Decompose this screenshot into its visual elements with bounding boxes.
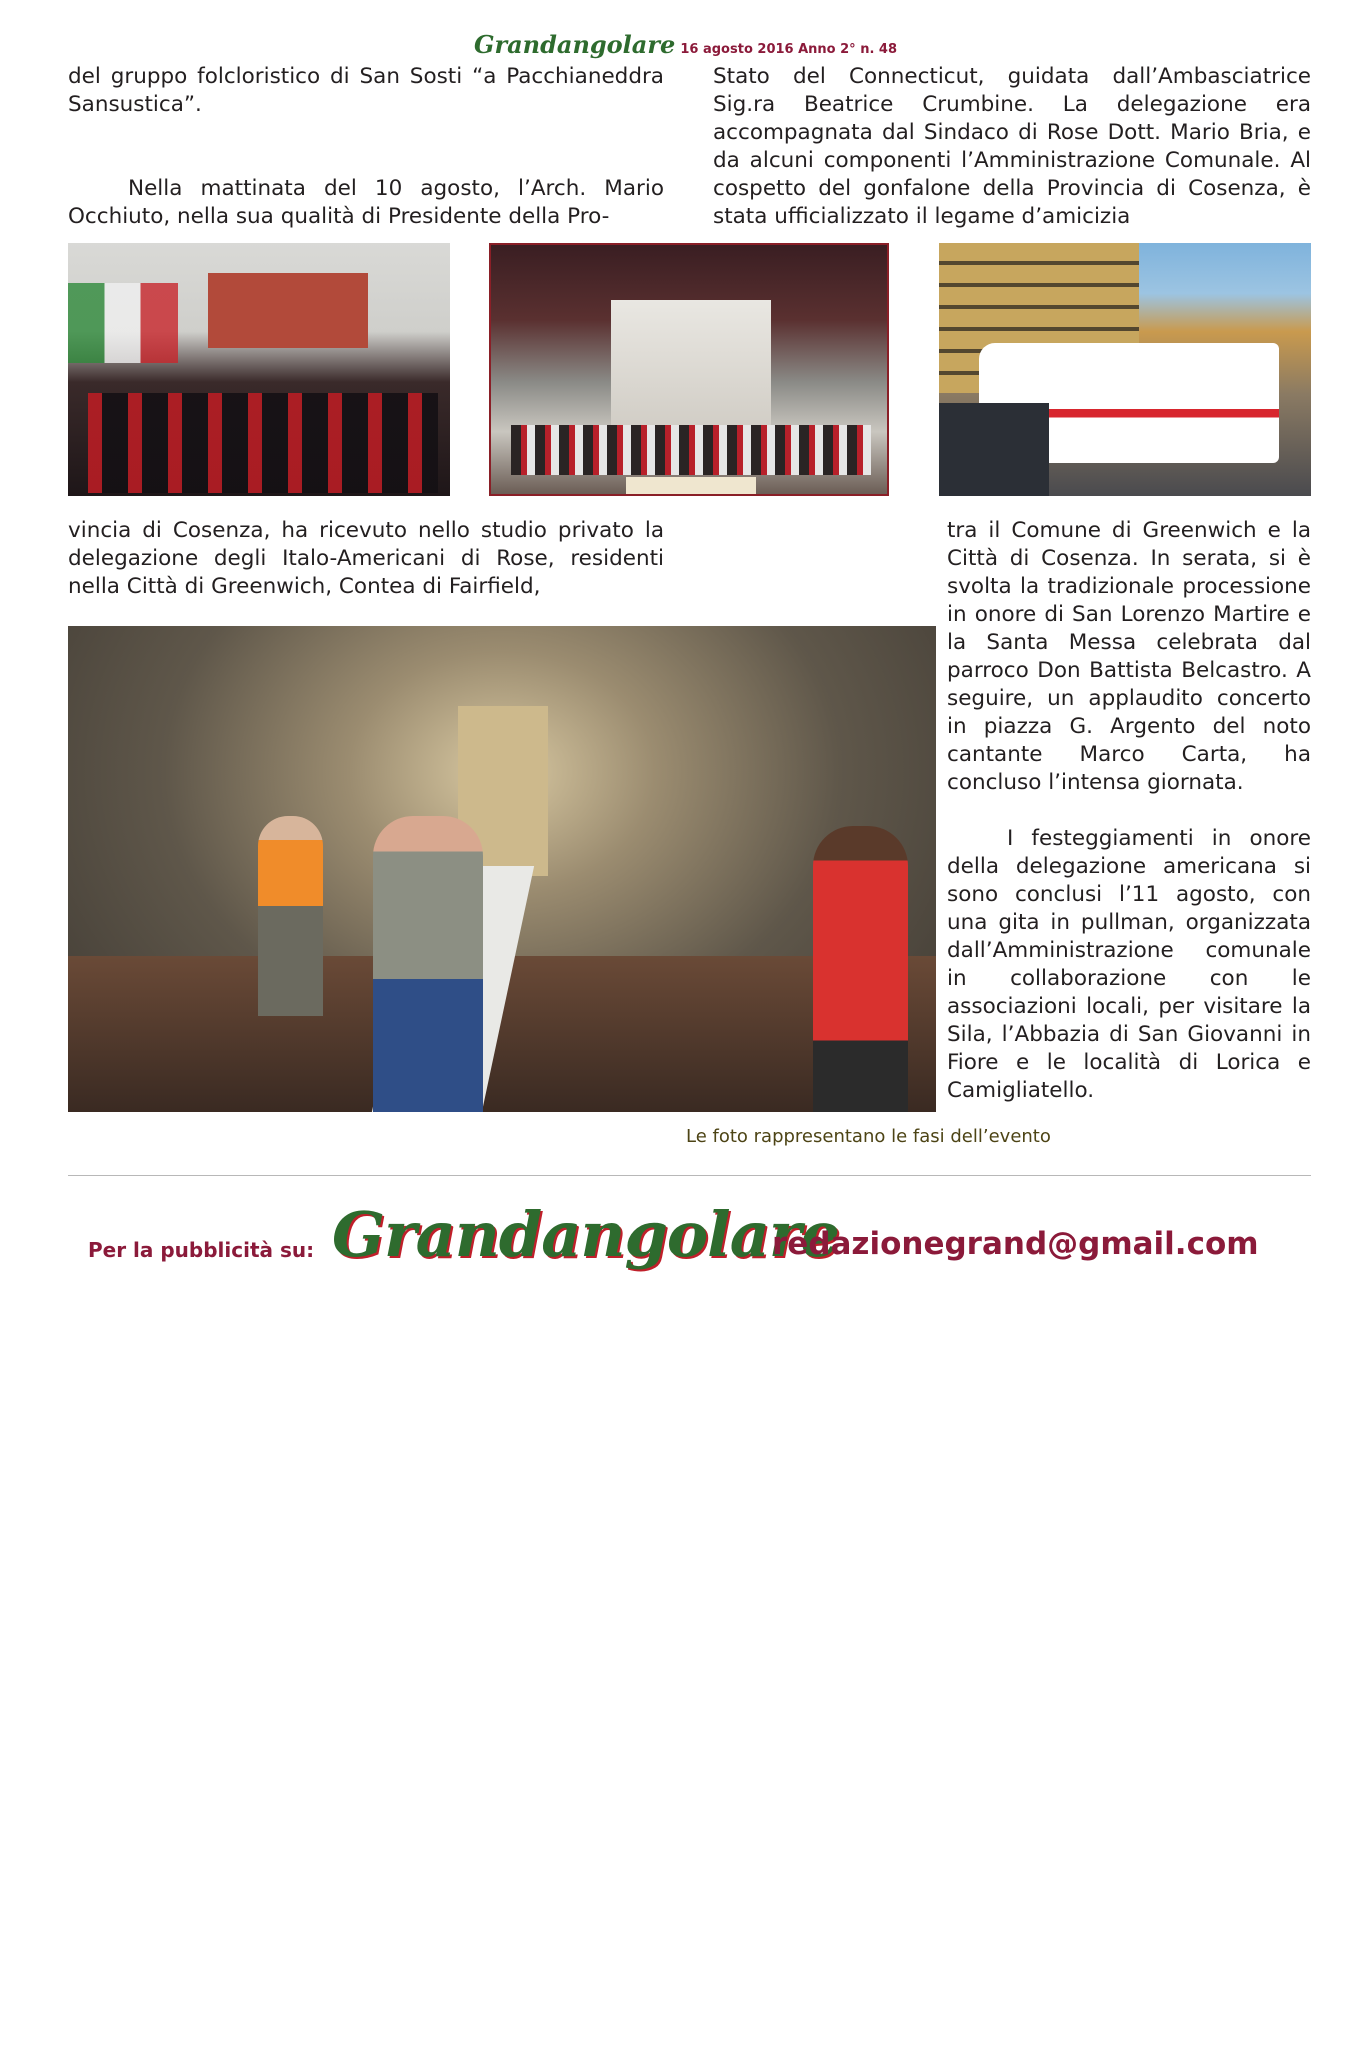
article-column-mid-left: [68, 517, 664, 601]
band-photo: [68, 243, 450, 496]
photo-caption: Le foto rappresentano le fasi dell’evento: [686, 1126, 1051, 1147]
contact-email: redazionegrand@gmail.com: [772, 1226, 1259, 1262]
masthead: Grandangolare: [473, 30, 676, 59]
ad-label: Per la pubblicità su:: [88, 1238, 315, 1262]
article-paragraph: I festeggiamenti in onore della delegazione americana si sono conclusi l’11 agosto, con una gita in pullman, organizzata dall’Amministrazione comunale in collaborazione con le associazioni locali, per visitare la Sila, l’Abbazia di San Giovanni in Fiore e le località di Lorica e Camigliatello.: [947, 826, 1311, 1103]
article-paragraph: vincia di Cosenza, ha ricevuto nello studio privato la delegazione degli Italo-Americani di Rose, residenti nella Città di Greenwich, Contea di Fairfield,: [68, 518, 664, 599]
issue-info: 16 agosto 2016 Anno 2° n. 48: [680, 42, 898, 57]
cosenza-bus-photo: [939, 243, 1311, 496]
grandangolare-logo: Grandangolare: [332, 1198, 840, 1271]
church-interior-photo: [68, 626, 936, 1112]
article-column-top-right: [713, 63, 1311, 231]
article-paragraph: Nella mattinata del 10 agosto, l’Arch. Mario Occhiuto, nella sua qualità di Presidente della Pro-: [68, 176, 664, 229]
article-column-top-left: [68, 63, 664, 231]
article-paragraph: del gruppo folcloristico di San Sosti “a Pacchianeddra Sansustica”.: [68, 64, 664, 117]
divider: [68, 1175, 1311, 1176]
article-paragraph: tra il Comune di Greenwich e la Città di Cosenza. In serata, si è svolta la tradizionale processione in onore di San Lorenzo Martire e la Santa Messa celebrata dal parroco Don Battista Belcastro. A seguire, un applaudito concerto in piazza G. Argento del noto cantante Marco Carta, ha concluso l’intensa giornata.: [947, 518, 1311, 795]
folk-group-collage-photo: [489, 243, 889, 496]
article-paragraph: Stato del Connecticut, guidata dall’Ambasciatrice Sig.ra Beatrice Crumbine. La delegazione era accompagnata dal Sindaco di Rose Dott. Mario Bria, e da alcuni componenti l’Amministrazione Comunale. Al cospetto del gonfalone della Provincia di Cosenza, è stata ufficializzato il legame d’amicizia: [713, 64, 1311, 229]
page-header: [0, 30, 1371, 59]
